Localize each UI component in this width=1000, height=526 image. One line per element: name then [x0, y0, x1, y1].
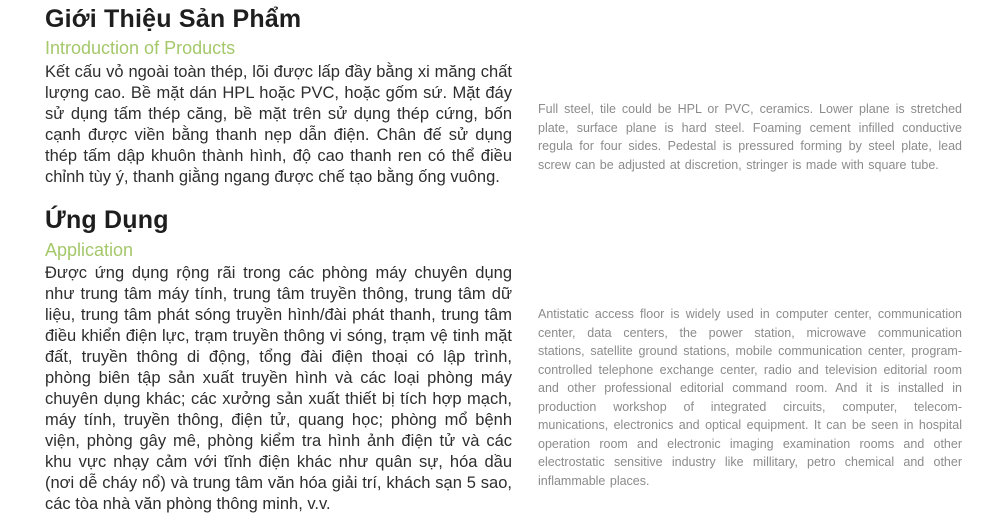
section-application-subtitle-en: Application	[45, 240, 134, 260]
section-intro-body-english: Full steel, tile could be HPL or PVC, ceramics. Lower plane is stretched plate, surface plane is hard steel. Foaming cement infilled conductive regula for four sides. Pedestal is pressured forming by steel plate, lead screw can be adjusted at discretion, stringer is made with square tube.	[538, 102, 962, 172]
section-application-title-vi: Ứng Dụng	[45, 206, 169, 234]
section-application-body-vietnamese: Được ứng dụng rộng rãi trong các phòng máy chuyên dụng như trung tâm máy tính, trung tâm truyền thông, trung tâm dữ liệu, trung tâm phát sóng truyền hình/đài phát thanh, trung tâm điều khiển điện lực, trạm truyền thông vi sóng, trạm vệ tinh mặt đất, truyền thông di động, tổng đài điện thoại có lập trình, phòng biên tập sản xuất truyền hình và các loại phòng máy chuyên dụng khác; các xưởng sản xuất thiết bị tích hợp mạch, máy tính, truyền thông, điện tử, quang học; phòng mổ bệnh viện, phòng gây mê, phòng kiểm tra hình ảnh điện tử và các khu vực nhạy cảm với tĩnh điện khác như quân sự, hóa dầu (nơi dễ cháy nổ) và trung tâm văn hóa giải trí, khách sạn 5 sao, các tòa nhà văn phòng thông minh, v.v.	[45, 264, 512, 513]
section-intro-body-vietnamese: Kết cấu vỏ ngoài toàn thép, lõi được lấp đầy bằng xi măng chất lượng cao. Bề mặt dán HPL hoặc PVC, hoặc gốm sứ. Mặt đáy sử dụng tấm thép căng, bề mặt trên sử dụng thép cứng, bốn cạnh được viền bằng thanh nẹp dẫn điện. Chân đế sử dụng thép tấm dập khuôn thành hình, độ cao thanh ren có thể điều chỉnh tùy ý, thanh giằng ngang được chế tạo bằng ống vuông.	[45, 63, 512, 186]
section-intro-title-vi: Giới Thiệu Sản Phẩm	[45, 5, 302, 33]
section-intro-subtitle-en: Introduction of Products	[45, 38, 236, 58]
section-application-body-english: Antistatic access floor is widely used in computer center, communication center, data centers, the power station, microwave communication stations, satellite ground stations, mobile communication center, program- controlled telephone exchange center, radio and television editorial room and other professional editorial command room. And it is installed in production workshop of integrated circuits, computer, telecom- munications, electronics and optical equipment. It can be seen in hospital operation room and electronic imaging examination rooms and other electrostatic sensitive industry like millitary, petro chemical and other inflammable places.	[538, 307, 962, 488]
